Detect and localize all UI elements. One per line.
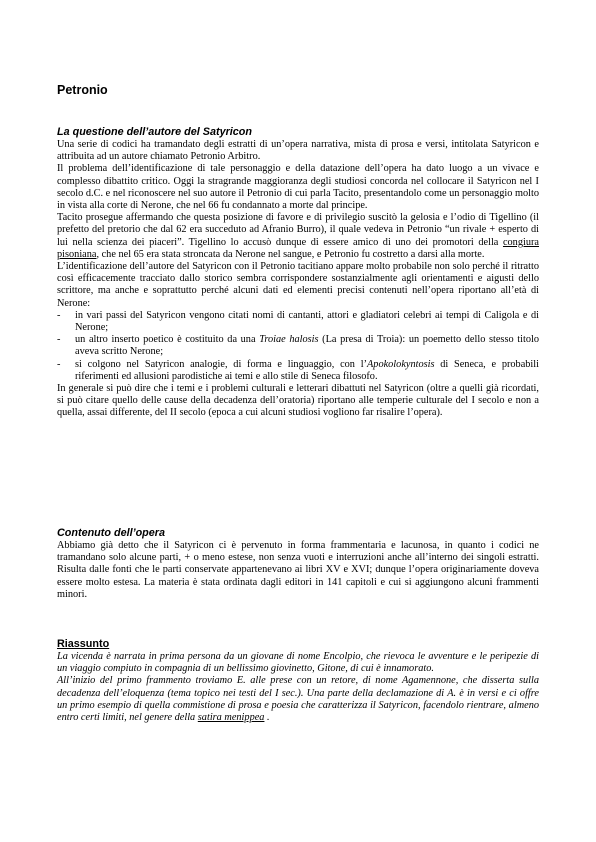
paragraph — [57, 675, 539, 724]
paragraph: Abbiamo già detto che il Satyricon ci è pervenuto in forma frammentaria e lacunosa, in quanto i codici ne tramandano solo alcune parti, + o meno estese, non senza vuoti e interruzioni anche all’interno dei singoli estratti. Risulta dalle fonti che le parti conservate appartenevano ai libri XV e XVI; dunque l’opera originariamente doveva essere molto estesa. La materia è stata ordinata dagli editori in 141 capitoli e cui si aggiungono alcuni frammenti minori. — [57, 540, 539, 600]
list-item — [57, 359, 539, 383]
text-run: . — [264, 712, 270, 724]
paragraph: Una serie di codici ha tramandato degli estratti di un’opera narrativa, mista di prosa e versi, intitolata Satyricon e attribuita ad un autore chiamato Petronio Arbitro. — [57, 139, 539, 163]
list-dash: - — [57, 334, 61, 346]
text-run: si colgono nel Satyricon analogie, di forma e linguaggio, con l’ — [75, 358, 367, 370]
text-run: un altro inserto poetico è costituito da una — [75, 334, 260, 346]
section-content — [57, 527, 539, 601]
section-heading: Contenuto dell’opera — [57, 527, 165, 539]
text-run: di Seneca, e probabili riferimenti ed allusioni parodistiche ai temi e allo stile di Seneca filosofo. — [75, 358, 539, 382]
satira-menippea-link[interactable]: satira menippea — [197, 712, 265, 724]
paragraph — [57, 212, 539, 261]
text-run: , che nel 65 era stata stroncata da Nerone nel sangue, e Petronio fu costretto a darsi alla morte. — [96, 248, 485, 260]
text-run: (La presa di Troia): un poemetto dello stesso titolo aveva scritto Nerone; — [75, 334, 539, 358]
section-heading: Riassunto — [57, 638, 110, 650]
paragraph: La vicenda è narrata in prima persona da un giovane di nome Encolpio, che rievoca le avventure e le peripezie di un viaggio compiuto in compagnia di un bellissimo giovinetto, Gitone, di cui è innamorato. — [57, 651, 539, 675]
section-summary — [57, 638, 539, 724]
text-run-italic: Troiae halosis — [259, 334, 319, 346]
paragraph: L’identificazione dell’autore del Satyricon con il Petronio tacitiano appare molto probabile non solo perché il ritratto così efficacemente tracciato dallo storico sembra corrispondere sostanzialmente agli orientamenti e aigusti dello scrittore, ma anche e soprattutto perché alcuni dati ed elementi precisi contenuti nell’opera riportano all’età di Nerone: — [57, 261, 539, 309]
evidence-list — [57, 310, 539, 383]
text-run: All’inizio del primo frammento troviamo E. alle prese con un retore, di nome Agamennone, che disserta sulla decadenza dell’eloquenza (tema topico nei testi del I sec.). Una parte della declamazione di A. è in versi e ci offre un primo esempio di quella commistione di prosa e poesia che caratterizza il Satyricon, facendolo rientrare, almeno entro certi limiti, nel genere della — [57, 675, 539, 724]
text-run: Tacito prosegue affermando che questa posizione di favore e di privilegio suscitò la gelosia e l’odio di Tigellino (il prefetto del pretorio che dal 62 era succeduto ad Afranio Burro), il quale vedeva in Petronio “un rivale + esperto di lui nella scienza dei piaceri”. Tigellino lo accusò dunque di essere amico di uno dei promotori della — [57, 212, 539, 248]
list-item — [57, 334, 539, 358]
section-heading: La questione dell’autore del Satyricon — [57, 126, 252, 138]
paragraph: Il problema dell’identificazione di tale personaggio e della datazione dell’opera ha dato luogo a un vivace e complesso dibattito critico. Oggi la stragrande maggioranza degli studiosi concorda nel collocare il Satyricon nel I secolo d.C. e nel riconoscere nel suo autore il Petronio di cui parla Tacito, presentandolo come un personaggio molto in vista alla corte di Nerone, che nel 66 fu condannato a morte dal principe. — [57, 163, 539, 212]
text-run-italic: Apokolokyntosis — [367, 358, 435, 370]
list-dash: - — [57, 309, 61, 321]
congiura-pisoniana-link[interactable]: congiura pisoniana — [57, 236, 539, 260]
list-dash: - — [57, 358, 61, 370]
section-author-question — [57, 126, 539, 420]
paragraph: In generale si può dire che i temi e i problemi culturali e letterari dibattuti nel Satyricon (oltre a quelli già ricordati, si può citare quello delle cause della decadenza dell’oratoria) riportano alle temperie culturale del I secolo e non a quella, assai differente, del II secolo (epoca a cui alcuni studiosi vogliono far risalire l’opera). — [57, 383, 539, 419]
page-title: Petronio — [57, 83, 108, 97]
list-item-text: in vari passi del Satyricon vengono citati nomi di cantanti, attori e gladiatori celebri ai tempi di Caligola e di Nerone; — [75, 309, 539, 334]
list-item — [57, 310, 539, 334]
